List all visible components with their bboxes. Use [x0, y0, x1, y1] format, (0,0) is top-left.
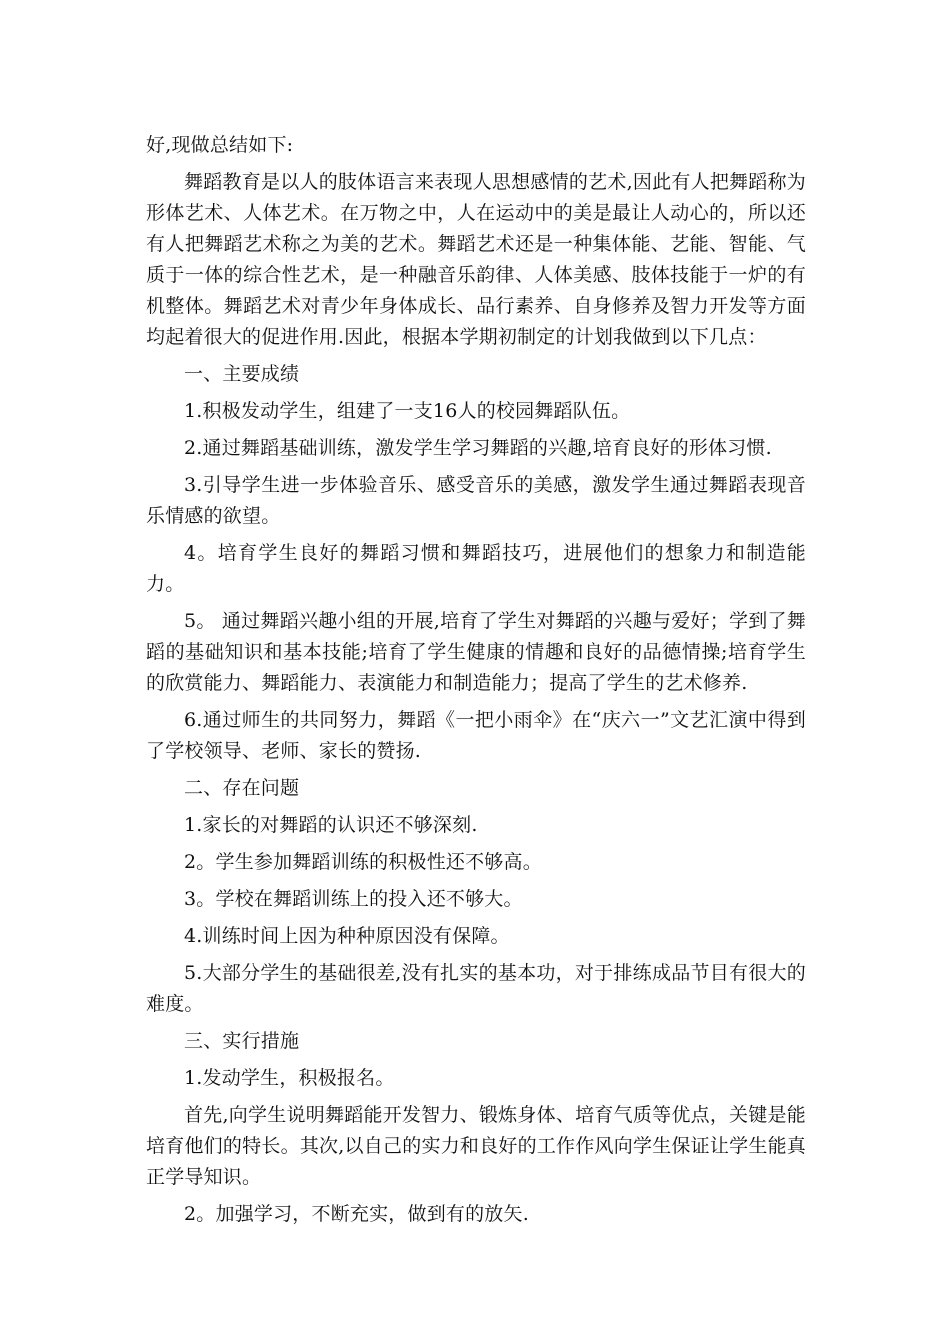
paragraph-dance-education: 舞蹈教育是以人的肢体语言来表现人思想感情的艺术,因此有人把舞蹈称为形体艺术、人体艺术。在万物之中，人在运动中的美是最让人动心的，所以还有人把舞蹈艺术称之为美的艺术。舞蹈艺术还是一种集体能、艺能、智能、气质于一体的综合性艺术，是一种融音乐韵律、人体美感、肢体技能于一炉的有机整体。舞蹈艺术对青少年身体成长、品行素养、自身修养及智力开发等方面均起着很大的促进作用.因此，根据本学期初制定的计划我做到以下几点： [146, 171, 806, 348]
paragraph-measure-detail: 首先,向学生说明舞蹈能开发智力、锻炼身体、培育气质等优点，关键是能培育他们的特长。其次,以自己的实力和良好的工作作风向学生保证让学生能真正学导知识。 [146, 1104, 806, 1188]
document-body [146, 130, 806, 1236]
section-heading-problems: 二、存在问题 [184, 777, 300, 799]
section-heading-achievements: 一、主要成绩 [184, 363, 300, 385]
section-heading-measures: 三、实行措施 [184, 1030, 300, 1052]
list-item-achievement-5: 5。 通过舞蹈兴趣小组的开展,培育了学生对舞蹈的兴趣与爱好；学到了舞蹈的基础知识和基本技能;培育了学生健康的情趣和良好的品德情操;培育学生的欣赏能力、舞蹈能力、表演能力和制造能力；提高了学生的艺术修养. [146, 610, 806, 694]
list-item-measure-2: 2。加强学习，不断充实，做到有的放矢. [184, 1203, 529, 1225]
list-item-achievement-3: 3.引导学生进一步体验音乐、感受音乐的美感，激发学生通过舞蹈表现音乐情感的欲望。 [146, 474, 806, 527]
list-item-achievement-6: 6.通过师生的共同努力，舞蹈《一把小雨伞》在“庆六一”文艺汇演中得到了学校领导、老师、家长的赞扬. [146, 709, 806, 762]
list-item-achievement-1: 1.积极发动学生，组建了一支16人的校园舞蹈队伍。 [184, 400, 631, 422]
paragraph-intro-continuation: 好,现做总结如下: [146, 134, 294, 156]
list-item-achievement-2: 2.通过舞蹈基础训练，激发学生学习舞蹈的兴趣,培育良好的形体习惯. [184, 437, 772, 459]
list-item-problem-2: 2。学生参加舞蹈训练的积极性还不够高。 [184, 851, 542, 873]
list-item-problem-3: 3。学校在舞蹈训练上的投入还不够大。 [184, 888, 523, 910]
list-item-problem-4: 4.训练时间上因为种种原因没有保障。 [184, 925, 510, 947]
list-item-achievement-4: 4。培育学生良好的舞蹈习惯和舞蹈技巧，进展他们的想象力和制造能力。 [146, 542, 806, 595]
list-item-problem-1: 1.家长的对舞蹈的认识还不够深刻. [184, 814, 478, 836]
list-item-problem-5: 5.大部分学生的基础很差,没有扎实的基本功，对于排练成品节目有很大的难度。 [146, 962, 806, 1015]
list-item-measure-1: 1.发动学生，积极报名。 [184, 1067, 395, 1089]
